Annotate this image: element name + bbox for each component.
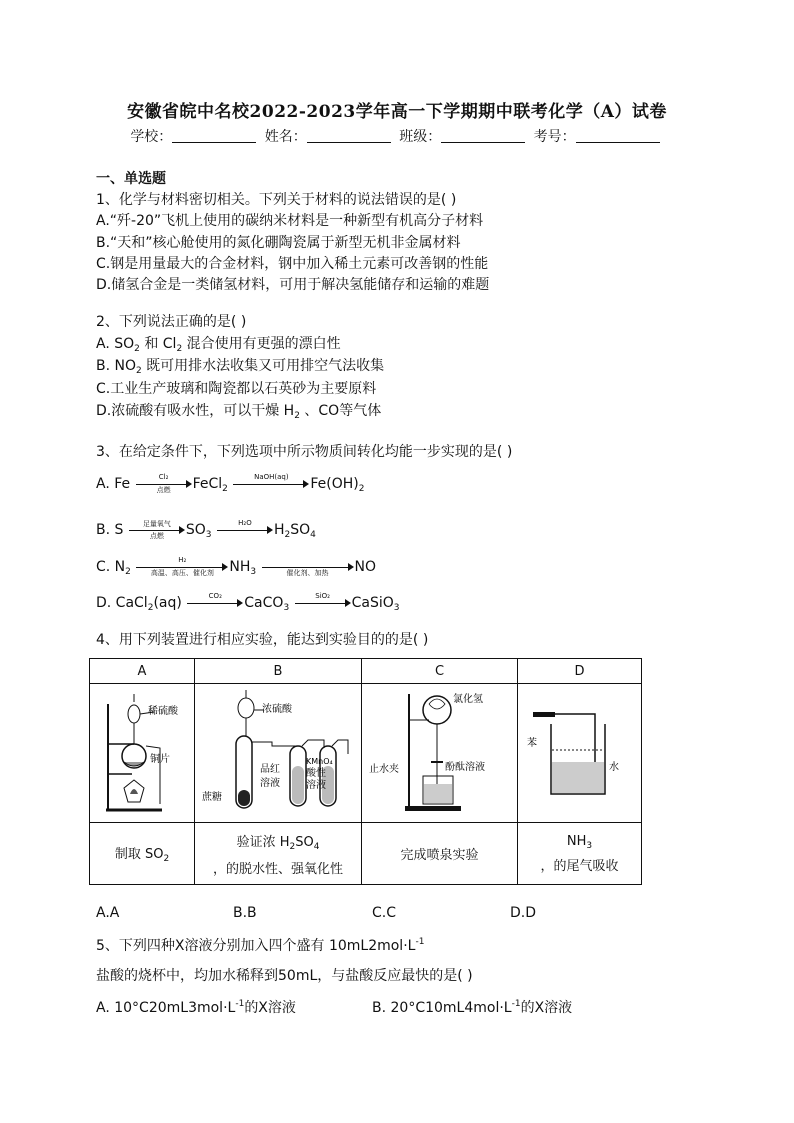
q3-option-c: C. $N_2$ H₂ 高温、高压、催化剂 $NH_3$ 催化剂、加热 NO [96, 556, 377, 577]
q1-option-b: B.“天和”核心舱使用的氮化硼陶瓷属于新型无机非金属材料 [96, 235, 461, 251]
svg-text:苯: 苯 [526, 738, 537, 749]
q5-stem-2: 盐酸的烧杯中，均加水稀释到50mL，与盐酸反应最快的是( ) [96, 968, 473, 984]
school-label: 学校： [130, 129, 173, 145]
number-label: 考号： [533, 129, 576, 145]
purpose-b: 验证浓 $H_2SO_4$ ，的脱水性、强氧化性 [195, 823, 362, 885]
q4-option-d: D.D [510, 905, 537, 921]
q1-option-a: A.“歼-20”飞机上使用的碳纳米材料是一种新型有机高分子材料 [96, 213, 484, 229]
q5-stem: 5、下列四种X溶液分别加入四个盛有 $10mL2mol\cdot L^{-1}$ [96, 937, 425, 954]
q2-stem: 2、下列说法正确的是( ) [96, 314, 247, 330]
reaction-arrow: NaOH(aq) [233, 476, 309, 492]
name-label: 姓名： [264, 129, 307, 145]
section-heading: 一、单选题 [96, 171, 166, 187]
q3-option-b: B. S 足量氧气 点燃 $SO_3$ H₂O $H_2SO_4$ [96, 519, 316, 540]
col-header-d: D [518, 659, 642, 684]
svg-text:品红: 品红 [260, 764, 280, 775]
page-title: 安徽省皖中名校2022-2023学年高一下学期期中联考化学（A）试卷 [127, 102, 667, 122]
purpose-c: 完成喷泉实验 [362, 823, 518, 885]
svg-text:浓硫酸: 浓硫酸 [262, 704, 292, 715]
q4-option-a: A.A [96, 905, 120, 921]
col-header-a: A [90, 659, 195, 684]
q1-option-c: C.钢是用量最大的合金材料，钢中加入稀土元素可改善钢的性能 [96, 256, 489, 272]
q1-stem: 1、化学与材料密切相关。下列关于材料的说法错误的是( ) [96, 192, 457, 208]
svg-text:止水夹: 止水夹 [368, 764, 399, 775]
svg-text:酸性: 酸性 [306, 768, 326, 779]
q2-option-c: C.工业生产玻璃和陶瓷都以石英砂为主要原料 [96, 381, 377, 397]
q5-option-b: B. $20^\circ C10mL4mol\cdot L^{-1}$的X溶液 [372, 999, 573, 1016]
apparatus-b [195, 684, 362, 823]
col-header-c: C [362, 659, 518, 684]
svg-text:溶液: 溶液 [260, 778, 280, 789]
distillation-apparatus-icon [92, 684, 192, 818]
reaction-arrow: H₂O [217, 522, 273, 538]
apparatus-a [90, 684, 195, 823]
class-field[interactable] [441, 128, 525, 143]
q4-option-b: B.B [233, 905, 257, 921]
col-header-b: B [195, 659, 362, 684]
reaction-arrow: H₂ 高温、高压、催化剂 [136, 559, 228, 575]
svg-text:稀硫酸: 稀硫酸 [148, 706, 178, 717]
q3-option-d: D. CaCl$_2$(aq) CO₂ CaCO$_3$ SiO₂ CaSiO$_3$ [96, 592, 400, 613]
number-field[interactable] [576, 128, 660, 143]
class-label: 班级： [399, 129, 442, 145]
svg-text:酚酞溶液: 酚酞溶液 [444, 762, 485, 773]
svg-text:氯化氢: 氯化氢 [452, 694, 483, 705]
svg-text:铜片: 铜片 [150, 754, 170, 765]
q2-option-d: D.浓硫酸有吸水性，可以干燥 $H_2$ 、CO等气体 [96, 403, 382, 421]
svg-text:KMnO₄: KMnO₄ [306, 757, 333, 766]
apparatus-d [518, 684, 642, 823]
student-info-line [0, 126, 794, 146]
fountain-apparatus-icon [365, 684, 515, 818]
reaction-arrow: 足量氧气 点燃 [129, 522, 185, 538]
apparatus-c [362, 684, 518, 823]
gas-absorption-apparatus-icon [521, 684, 639, 818]
purpose-a: 制取 $SO_2$ [90, 823, 195, 885]
q5-option-a: A. $10^\circ C20mL3mol\cdot L^{-1}$的X溶液 [96, 999, 296, 1016]
apparatus-table [89, 658, 642, 885]
q2-option-a: A. $SO_2$ 和 $Cl_2$ 混合使用有更强的漂白性 [96, 336, 341, 354]
q3-stem: 3、在给定条件下，下列选项中所示物质间转化均能一步实现的是( ) [96, 444, 513, 460]
reaction-arrow: Cl₂ 点燃 [136, 476, 192, 492]
three-tube-apparatus-icon [198, 684, 358, 818]
q4-option-c: C.C [372, 905, 397, 921]
purpose-d: $NH_3$ ，的尾气吸收 [518, 823, 642, 885]
svg-text:蔗糖: 蔗糖 [202, 792, 222, 803]
svg-text:溶液: 溶液 [306, 780, 326, 791]
school-field[interactable] [172, 128, 256, 143]
q3-option-a: A. Fe Cl₂ 点燃 FeCl$_2$ NaOH(aq) $Fe(OH)_2$ [96, 473, 365, 494]
reaction-arrow: SiO₂ [295, 595, 351, 611]
reaction-arrow: 催化剂、加热 [262, 559, 354, 575]
q2-option-b: B. $NO_2$ 既可用排水法收集又可用排空气法收集 [96, 358, 385, 376]
name-field[interactable] [307, 128, 391, 143]
svg-text:水: 水 [608, 762, 619, 773]
reaction-arrow: CO₂ [187, 595, 243, 611]
q1-option-d: D.储氢合金是一类储氢材料，可用于解决氢能储存和运输的难题 [96, 277, 490, 293]
q4-stem: 4、用下列装置进行相应实验，能达到实验目的的是( ) [96, 632, 429, 648]
